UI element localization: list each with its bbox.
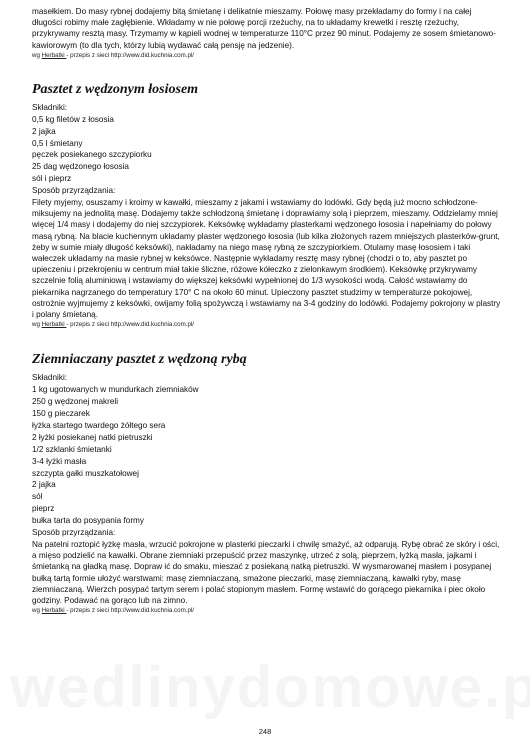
ingredient-line: bułka tarta do posypania formy: [32, 516, 144, 526]
recipe-2-title: Ziemniaczany pasztet z wędzoną rybą: [32, 352, 247, 368]
ingredient-line: 25 dag wędzonego łososia: [32, 162, 129, 172]
ingredient-line: pęczek posiekanego szczypiorku: [32, 150, 152, 160]
source-prefix: wg: [32, 51, 42, 59]
ingredient-line: 1/2 szklanki śmietanki: [32, 444, 112, 454]
watermark: [10, 654, 530, 721]
ingredient-line: pieprz: [32, 504, 55, 514]
ingredient-line: 2 łyżki posiekanej natki pietruszki: [32, 432, 153, 442]
page-number: 248: [258, 727, 272, 736]
recipe-1-ingredients: [32, 102, 502, 197]
ingredient-line: Sposób przyrządzania:: [32, 528, 116, 538]
source-suffix: - przepis z sieci http://www.did.kuchnia.com.pl/: [66, 607, 194, 615]
source-link[interactable]: Herbatki: [41, 607, 67, 615]
ingredient-line: 150 g pieczarek: [32, 409, 90, 419]
document-page: [32, 6, 502, 615]
ingredient-line: 0,5 kg filetów z łososia: [32, 114, 114, 124]
ingredient-line: szczypta gałki muszkatołowej: [32, 468, 139, 478]
ingredient-line: 2 jajka: [32, 126, 56, 136]
source-prefix: wg: [32, 321, 42, 329]
ingredient-line: łyżka startego twardego żółtego sera: [32, 420, 166, 430]
ingredient-line: Składniki:: [32, 373, 68, 383]
source-prefix: wg: [32, 607, 42, 615]
recipe-2-ingredients: [32, 372, 502, 539]
intro-paragraph: masełkiem. Do masy rybnej dodajemy bitą śmietanę i delikatnie mieszamy. Połowę masy przekładamy do formy i na całej długości robimy małe zagłębienie. Wkładamy w nie połowę porcji rzeżuchy, na to układamy krewetki i resztę rzeżuchy, przykrywamy resztą masy. Trzymamy w kąpieli wodnej w temperaturze 110°C przez 90 minut. Podajemy ze sosem śmietanowo-kawiorowym (to dla tych, którzy lubią wydawać całą pensję na jedzenie).: [32, 7, 496, 50]
ingredient-line: 1 kg ugotowanych w mundurkach ziemniaków: [32, 385, 199, 395]
recipe-1-method: Filety myjemy, osuszamy i kroimy w kawałki, mieszamy z jakami i wstawiamy do lodówki. Gdy będą już mocno schłodzone-miksujemy na jednolitą masę. Dodajemy także schłodzoną śmietanę i doprawiamy solą i pieprzem, mieszamy. Oddzielamy mniej więcej 1/4 masy i dodajemy do niej szczypiorek. Keksówkę wykładamy plasterkami wędzonego łososia i napełniamy do połowy masą rybną. Na blacie kuchennym układamy plaster wędzonego łososia (lub kilka złożonych razem mniejszych plasterków-grunt, żeby w sumie miały długość keksówki), nakładamy na niego masę rybną ze szczypiorkiem. Otulamy masę łososiem i taki wałeczek układamy na masie rybnej w keksówce. Następnie wykładamy resztę masy rybnej (chodzi o to, aby pasztet po upieczeniu i przekrojeniu w centrum miał takie śliczne, różowe kółeczko z zielonkawym środkiem). Keksówkę przykrywamy szczelnie folią aluminiową i wstawiamy do większej keksówki wypełnionej do 1/3 wysokości wodą. Całość wstawiamy do piekarnika nagrzanego do temperatury 170° C na około 60 minut. Upieczony pasztet studzimy w temperaturze pokojowej, ostrożnie wyjmujemy z keksówki, owijamy folią spożywczą i wstawiamy na 3-4 godziny do lodówki. Podajemy pokrojony w plastry i polany śmietaną.: [32, 198, 501, 320]
ingredient-line: 2 jajka: [32, 480, 56, 490]
ingredient-line: 0,5 l śmietany: [32, 138, 83, 148]
ingredient-line: 250 g wędzonej makreli: [32, 397, 119, 407]
source-suffix: - przepis z sieci http://www.did.kuchnia.com.pl/: [66, 321, 194, 329]
ingredient-line: 3-4 łyżki masła: [32, 456, 87, 466]
ingredient-line: Sposób przyrządzania:: [32, 186, 116, 196]
source-link[interactable]: Herbatki: [41, 321, 67, 329]
recipe-1-title: Pasztet z wędzonym łosiosem: [32, 81, 199, 97]
recipe-2-source: [32, 606, 502, 615]
recipe-2-method: Na patelni roztopić łyżkę masła, wrzucić pokrojone w plasterki pieczarki i chwilę smażyć, aż odparują. Rybę obrać ze skóry i ości, a mięso podzielić na kawałki. Obrane ziemniaki przepuścić przez maszynkę, utrzeć z solą, pieprzem, łyżką masła, jajkami i śmietanką na gładką masę. Dopraw ić do smaku, mieszać z posiekaną natką pietruszki. W wysmarowanej masłem i posypanej bułką tartą formie ułożyć warstwami: masę ziemniaczaną, smażone pieczarki, masę ziemniaczaną, kawałki ryby, masę ziemniaczaną. Wierzch posypać tartym serem i polać stopionym masłem. Formę wstawić do gorącego piekarnika i piec około godziny. Podawać na gorąco lub na zimno.: [32, 539, 500, 605]
source-link[interactable]: Herbatki: [41, 51, 67, 59]
ingredient-line: sól: [32, 492, 43, 502]
ingredient-line: Składniki:: [32, 102, 68, 112]
ingredient-line: sól i pieprz: [32, 174, 72, 184]
intro-source: [32, 51, 502, 60]
recipe-1-source: [32, 320, 502, 329]
source-suffix: - przepis z sieci http://www.did.kuchnia.com.pl/: [66, 51, 194, 59]
